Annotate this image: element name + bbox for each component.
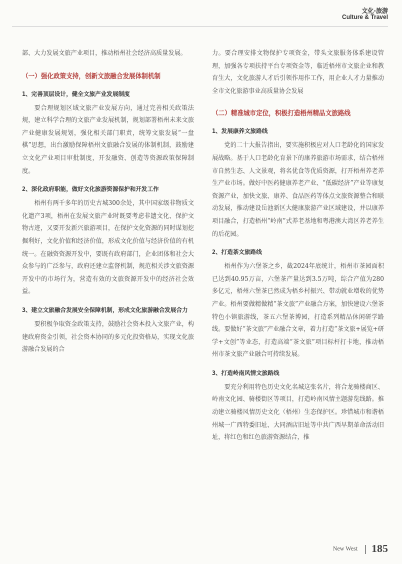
section-title-en: Culture & Travel [341, 15, 388, 22]
paragraph-1-1: 要合理规划区域文旅产业发展方向，通过完善相关政策法规，建立科学合理的文旅产业发展机制，规划部署梧州未来文旅产业健康发展规划，强化相关部门职责，统筹文旅发展“一盘棋”思想，出台激励保障梧州文旅融合发展的体制机制，鼓励建立文化产业项目审批制度，开发融资、创造等资源政策保障制度。 [22, 104, 194, 175]
subheading-2-2: 2、打造茶文旅路线 [212, 250, 262, 257]
right-intro-paragraph: 力。要合理安排文物保护专项资金，带头文旅服务体系建设管理，加强各专项扶持平台专项资金等，临近梧州市文旅企业和教育生大，文化旅游人才后引领作用作工作，用企业人才力量推动全市文化旅游事业高质量协会发展 [212, 50, 384, 95]
header-divider [12, 26, 388, 27]
paragraph-2-3: 要充分利用特色历史文化名城这张名片，将合龙骑楼商区、岭南文化园、骑楼街区等项目，打造岭南风情主题游览线路。推动建立骑楼风情历史文化（梧州）生态保护区。珍惜城市和谐梧州城一广西特委旧址、大同酒店旧址等中共广西早期革命活动旧址，将红色和红色旅游资源结合，推 [212, 383, 384, 442]
left-column [22, 48, 194, 357]
section-heading-2: （二）精准城市定位，积极打造梧州精品文旅路线 [212, 110, 351, 118]
paragraph-1-3: 要积极争取资金政策支持，鼓励社会资本投入文旅产业，构建政府资金引领，社会资本协同的多元化投资格局，实现文化旅游融合发展的合 [22, 320, 194, 354]
right-column [212, 48, 384, 445]
page-number: 185 [371, 543, 388, 555]
subheading-1-2: 2、深化政府职能，做好文化旅游资源保护和开发工作 [22, 187, 159, 194]
magazine-name: New West [332, 546, 358, 553]
footer-separator [365, 545, 366, 554]
left-intro-paragraph: 部、大力发展文旅产业项目，推动梧州社会经济高质量发展。 [22, 50, 187, 57]
paragraph-1-2: 梧州有两千多年的历史古城300余处，其中国家级非物质文化遗产3项，梧州在发展文旅产业时既要考虑非遗文化、保护文物古迹，又要开发新兴旅游项目，在保护文化资源的同时谋划挖掘利好，文化价值和经济价值，形成文化价值与经济价值的有机统一。在融资资源开发中，要既有政府部门，企业团体和社会大众参与的广泛参与，政府还建立监督机制，规范相关涉文旅资源开发中的市场行为，营造有效的文旅资源开发中的经济社会效益。 [22, 200, 194, 296]
section-heading-1: （一）强化政策支持，创新文旅融合发展体制机制 [22, 72, 161, 80]
paragraph-2-1: 党的二十大报告指出，要实施积极应对人口老龄化的国家发展战略。基于人口老龄化育景下的康养旅游市场需求，结合梧州市自然生态、人文景观，将名优食等优质资源，打开梧州养老养生产业市场。做好中医药健康养老产业、“低碳经济”产业等康复资源产业，加快文旅、康养、食品医药等体点文旅资源整合和联动发展，推动建设岳池新区大健康旅游产业区域建设，并以康养项目融合，打造梧州“岭南”式养老基地和粤港澳大湾区养老养生的后花园。 [212, 142, 384, 238]
subheading-2-3: 3、打造岭南风情文旅路线 [212, 370, 280, 377]
subheading-2-1: 1、发展康养文旅路线 [212, 129, 268, 136]
page-footer [333, 543, 388, 555]
subheading-1-1: 1、完善顶层设计，健全文旅产业发展制度 [22, 91, 130, 98]
section-header [342, 8, 388, 22]
subheading-1-3: 3、建立文旅融合发展安全保障机制，形成文化旅游融合发展合力 [22, 307, 188, 314]
paragraph-2-2: 梧州作为六堡茶之乡，截2024年底统计，梧州市茶园面积已达到40.95万亩，六堡茶产量达到3.5万吨，综合产值为280多亿元，梧州六堡茶已然成为梧乡村振兴、带动就业增收的优势产业。梧州要做精做精“茶文旅”产业融合方案，加快建设六堡茶特色小镇旅游线，茶五六堡茶博园，打造系列精品休闲研学路线。要做好“茶文旅”产业融合文章，着力打造“茶文旅+展览+研学+文创”等业态，打造高端“茶文旅”项目标杆打卡地，推动梧州市茶文旅产业融合可持续发展。 [212, 263, 384, 359]
section-title-cn: 文化·旅游 [361, 8, 388, 15]
